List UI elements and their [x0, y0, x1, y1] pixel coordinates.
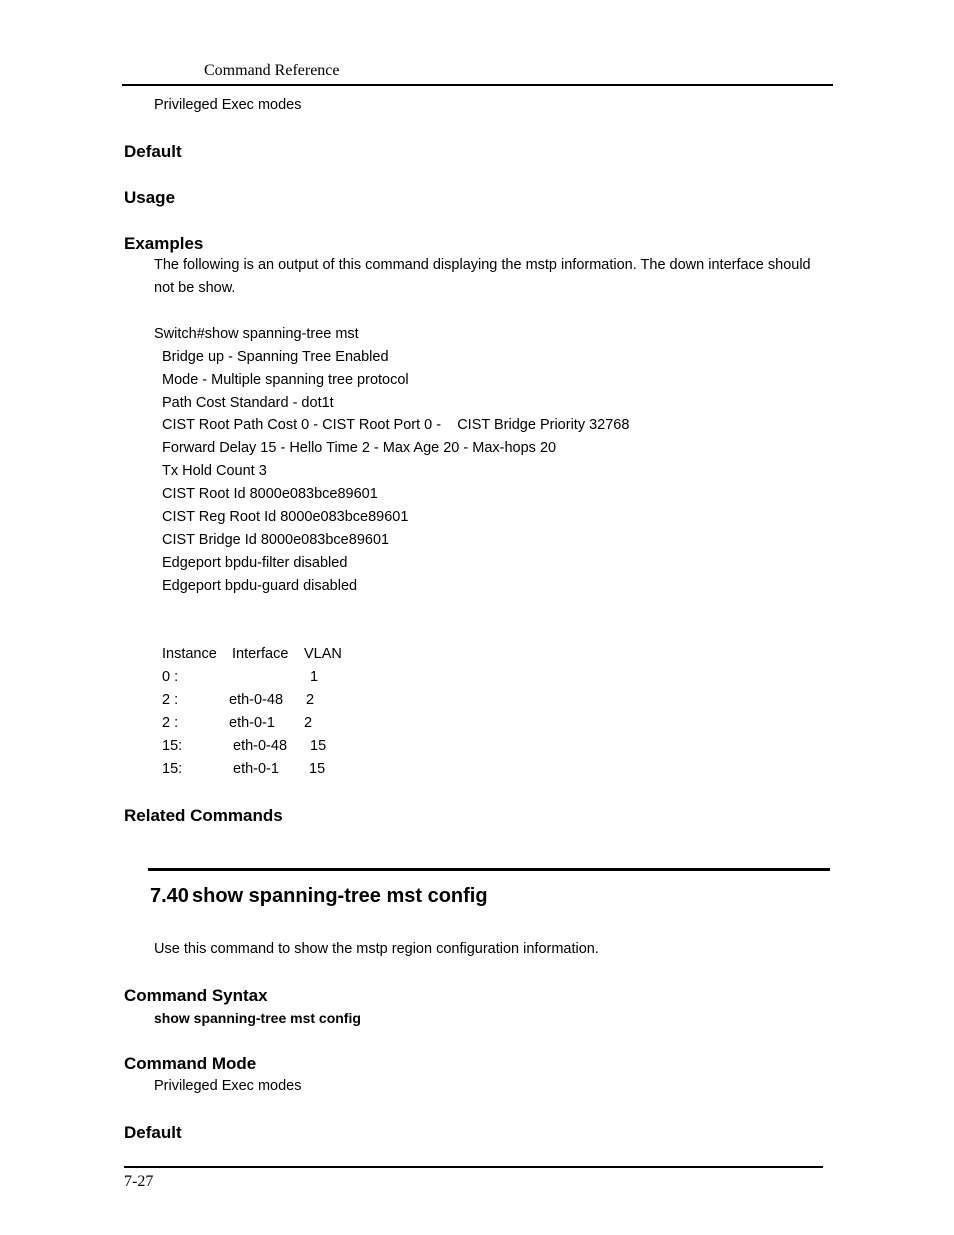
cli-line: Bridge up - Spanning Tree Enabled — [162, 349, 389, 365]
page-number: 7-27 — [124, 1173, 154, 1190]
command-mode-text: Privileged Exec modes — [154, 1078, 302, 1094]
table-cell-instance: 15: — [162, 738, 183, 754]
table-cell-vlan: 15 — [309, 761, 326, 777]
table-cell-vlan: 2 — [304, 715, 313, 731]
cli-line: CIST Reg Root Id 8000e083bce89601 — [162, 509, 409, 525]
cli-line: Edgeport bpdu-filter disabled — [162, 555, 348, 571]
cli-line: CIST Bridge Id 8000e083bce89601 — [162, 532, 390, 548]
heading-examples: Examples — [124, 234, 204, 253]
table-cell-instance: 0 : — [162, 669, 179, 685]
cli-line: CIST Root Id 8000e083bce89601 — [162, 486, 378, 502]
running-header: Command Reference — [204, 62, 340, 79]
command-syntax-text: show spanning-tree mst config — [154, 1010, 361, 1026]
cli-line: Mode - Multiple spanning tree protocol — [162, 372, 409, 388]
table-cell-interface: eth-0-1 — [233, 761, 279, 777]
cli-line: Edgeport bpdu-guard disabled — [162, 578, 358, 594]
cli-prompt: Switch#show spanning-tree mst — [154, 326, 359, 342]
table-header-interface: Interface — [232, 646, 289, 662]
heading-default: Default — [124, 142, 182, 161]
header-rule — [122, 84, 833, 86]
footer-rule — [124, 1166, 823, 1168]
table-cell-interface: eth-0-1 — [229, 715, 275, 731]
table-cell-vlan: 1 — [310, 669, 319, 685]
table-header-vlan: VLAN — [304, 646, 342, 662]
examples-intro-line-1: The following is an output of this command displaying the mstp information. The down interface should — [154, 257, 811, 273]
table-cell-vlan: 2 — [306, 692, 315, 708]
heading-related-commands: Related Commands — [124, 806, 283, 825]
heading-usage: Usage — [124, 188, 176, 207]
table-header-instance: Instance — [162, 646, 217, 662]
heading-command-syntax: Command Syntax — [124, 986, 268, 1005]
table-cell-instance: 15: — [162, 761, 183, 777]
cli-line: Forward Delay 15 - Hello Time 2 - Max Age 20 - Max-hops 20 — [162, 440, 557, 456]
section-description: Use this command to show the mstp region configuration information. — [154, 941, 599, 957]
top-mode-text: Privileged Exec modes — [154, 97, 302, 113]
heading-default-2: Default — [124, 1123, 182, 1142]
section-title: show spanning-tree mst config — [192, 885, 488, 907]
section-number: 7.40 — [150, 885, 189, 907]
table-cell-interface: eth-0-48 — [229, 692, 284, 708]
table-cell-instance: 2 : — [162, 692, 179, 708]
section-rule — [148, 868, 830, 871]
heading-command-mode: Command Mode — [124, 1054, 257, 1073]
table-cell-instance: 2 : — [162, 715, 179, 731]
examples-intro-line-2: not be show. — [154, 280, 236, 296]
cli-line: Tx Hold Count 3 — [162, 463, 267, 479]
table-cell-vlan: 15 — [310, 738, 327, 754]
cli-line: Path Cost Standard - dot1t — [162, 395, 334, 411]
table-cell-interface: eth-0-48 — [233, 738, 288, 754]
cli-line: CIST Root Path Cost 0 - CIST Root Port 0 - CIST Bridge Priority 32768 — [162, 417, 630, 433]
